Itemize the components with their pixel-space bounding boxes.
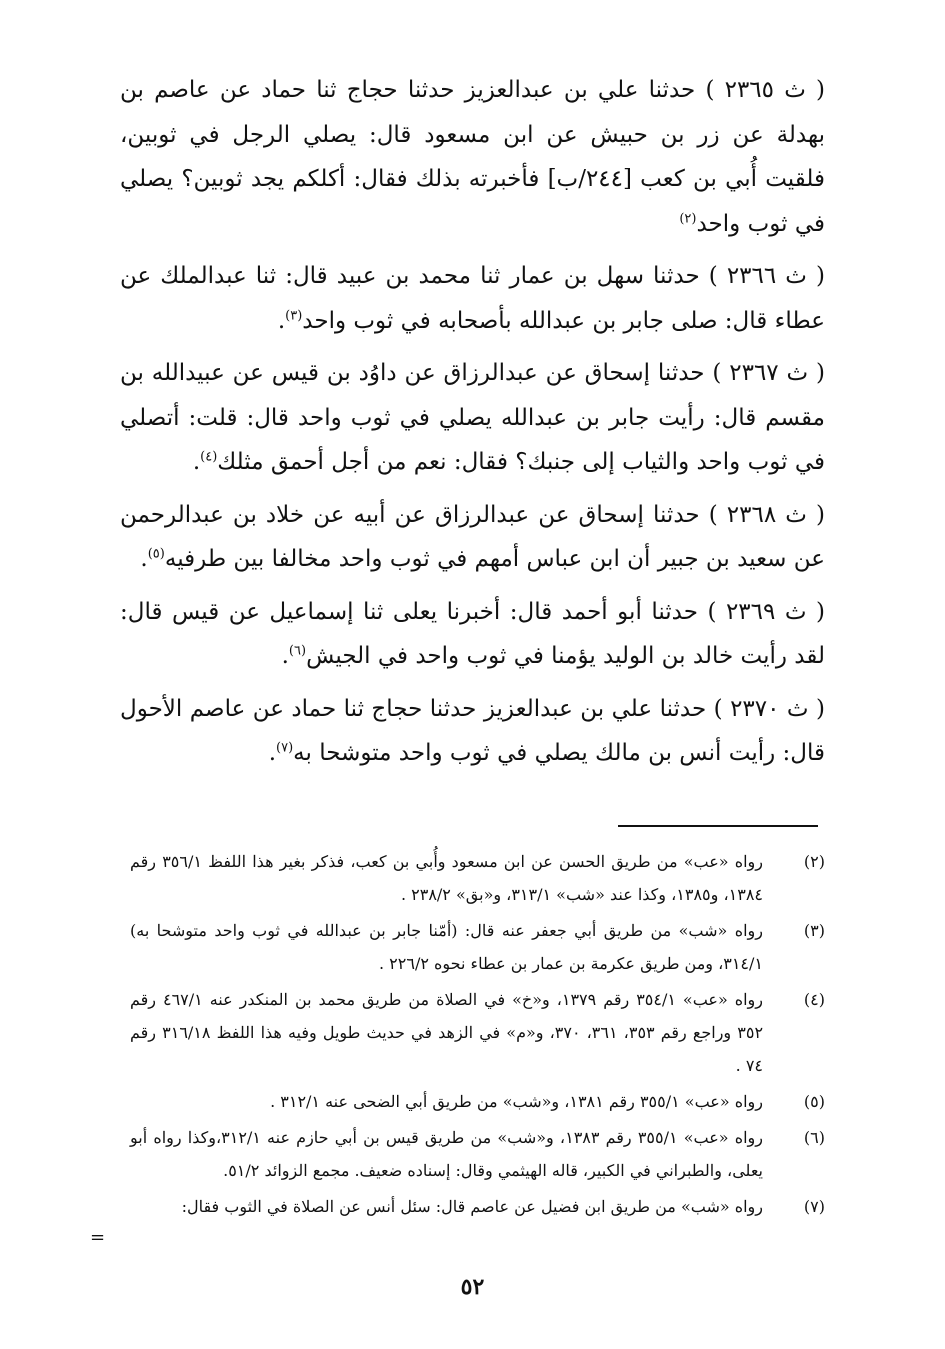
footnotes [130,845,825,1226]
footnote-ref[interactable]: (٧) [276,740,294,756]
entry-end: . [281,643,289,669]
entry-text: حدثنا سهل بن عمار ثنا محمد بن عبيد قال: ثنا عبدالملك عن عطاء قال: صلى جابر بن عبدالله بأصحابه في ثوب واحد [120,263,825,334]
footnote-text: رواه «عب» ٣٥٥/١ رقم ١٣٨٣، و«شب» من طريق قيس بن أبي حازم عنه ٣١٢/١،وكذا رواه أبو يعلى، والطبراني في الكبير، قاله الهيثمي وقال: إسناده ضعيف. مجمع الزوائد ٥١/٢. [130,1128,764,1180]
entry-end: . [277,307,286,334]
page-number: ٥٢ [460,1274,485,1300]
hadith-entry [120,68,825,246]
entry-number: ( ث ٢٣٦٧ ) [712,360,825,386]
footnote-text: رواه «عب» من طريق الحسن عن ابن مسعود وأُبي بن كعب، فذكر بغير هذا اللفظ ٣٥٦/١ رقم ١٣٨٤، و١٣٨٥، وكذا عند «شب» ٣١٣/١، و«بق» ٢٣٨/٢ . [130,852,763,904]
footnote-item [130,1190,825,1223]
entry-end: . [140,546,148,572]
footnote-item [130,845,825,911]
main-text [120,68,825,784]
entry-number: ( ث ٢٣٦٩ ) [707,598,825,625]
footnote-ref[interactable]: (٤) [200,449,218,465]
entry-number: ( ث ٢٣٧٠ ) [713,695,825,722]
footnote-ref[interactable]: (٢) [679,210,697,226]
footnote-item [130,1121,825,1187]
footnote-text: رواه «عب» ٣٥٤/١ رقم ١٣٧٩، و«خ» في الصلاة من طريق محمد بن المنكدر عنه ٤٦٧/١ رقم ٣٥٢ وراجع رقم ٣٥٣، ٣٦١، ٣٧٠، و«م» في الزهد في حديث طويل وفيه هذا اللفظ ٣١٦/١٨ رقم ٧٤ . [130,990,764,1075]
footnote-text: رواه «شب» من طريق أبي جعفر عنه قال: (أمّنا جابر بن عبدالله في ثوب واحد متوشحا به) ٣١٤/١، ومن طريق عكرمة بن عمار بن عطاء نحوه ٢٢٦/٢ . [130,921,763,973]
entry-text: حدثنا أبو أحمد قال: أخبرنا يعلى ثنا إسماعيل عن قيس قال: لقد رأيت خالد بن الوليد يؤمنا في ثوب واحد في الجيش [120,598,825,669]
hadith-entry [120,687,825,776]
entry-text: حدثنا إسحاق عن عبدالرزاق عن داوُد بن قيس عن عبيدالله بن مقسم قال: رأيت جابر بن عبدالله يصلي في ثوب واحد قال: قلت: أتصلي في ثوب واحد والثياب إلى جنبك؟ فقال: نعم من أجل أحمق مثلك [120,360,825,475]
entry-number: ( ث ٢٣٦٥ ) [705,77,825,103]
entry-end: . [192,449,201,475]
footnote-item [130,983,825,1082]
entry-number: ( ث ٢٣٦٦ ) [708,263,825,289]
footnote-marker: (٦) [803,1128,825,1147]
footnote-text: رواه «شب» من طريق ابن فضيل عن عاصم قال: سئل أنس عن الصلاة في الثوب فقال: [181,1197,763,1216]
footnote-item [130,1085,825,1118]
entry-text: حدثنا علي بن عبدالعزيز حدثنا حجاج ثنا حماد عن عاصم الأحول قال: رأيت أنس بن مالك يصلي في ثوب واحد متوشحا به [120,695,825,766]
footnote-ref[interactable]: (٣) [285,307,303,323]
entry-number: ( ث ٢٣٦٨ ) [708,501,825,528]
hadith-entry [120,590,825,679]
footnote-marker: (٤) [803,990,825,1009]
footnote-marker: (٧) [803,1197,825,1216]
hadith-entry [120,493,825,582]
footnote-item [130,914,825,980]
footnote-ref[interactable]: (٦) [288,643,307,659]
footnote-divider [618,825,818,827]
entry-end: . [268,740,277,766]
entry-text: حدثنا إسحاق عن عبدالرزاق عن أبيه عن خلاد بن عبدالرحمن عن سعيد بن جبير أن ابن عباس أمهم في ثوب واحد مخالفا بين طرفيه [120,501,825,572]
continuation-mark: = [90,1227,106,1248]
entry-text: حدثنا علي بن عبدالعزيز حدثنا حجاج ثنا حماد عن عاصم بن بهدلة عن زر بن حبيش عن ابن مسعود قال: يصلي الرجل في ثوبين، فلقيت أُبي بن كعب [٢٤٤/ب] فأخبرته بذلك فقال: أكلكم يجد ثوبين؟ يصلي في ثوب واحد [120,77,825,237]
footnote-marker: (٣) [803,921,825,940]
footnote-marker: (٢) [803,852,825,871]
hadith-entry [120,254,825,343]
footnote-ref[interactable]: (٥) [147,546,165,562]
hadith-entry [120,351,825,485]
footnote-text: رواه «عب» ٣٥٥/١ رقم ١٣٨١، و«شب» من طريق أبي الضحى عنه ٣١٢/١ . [270,1092,763,1111]
footnote-marker: (٥) [803,1092,825,1111]
